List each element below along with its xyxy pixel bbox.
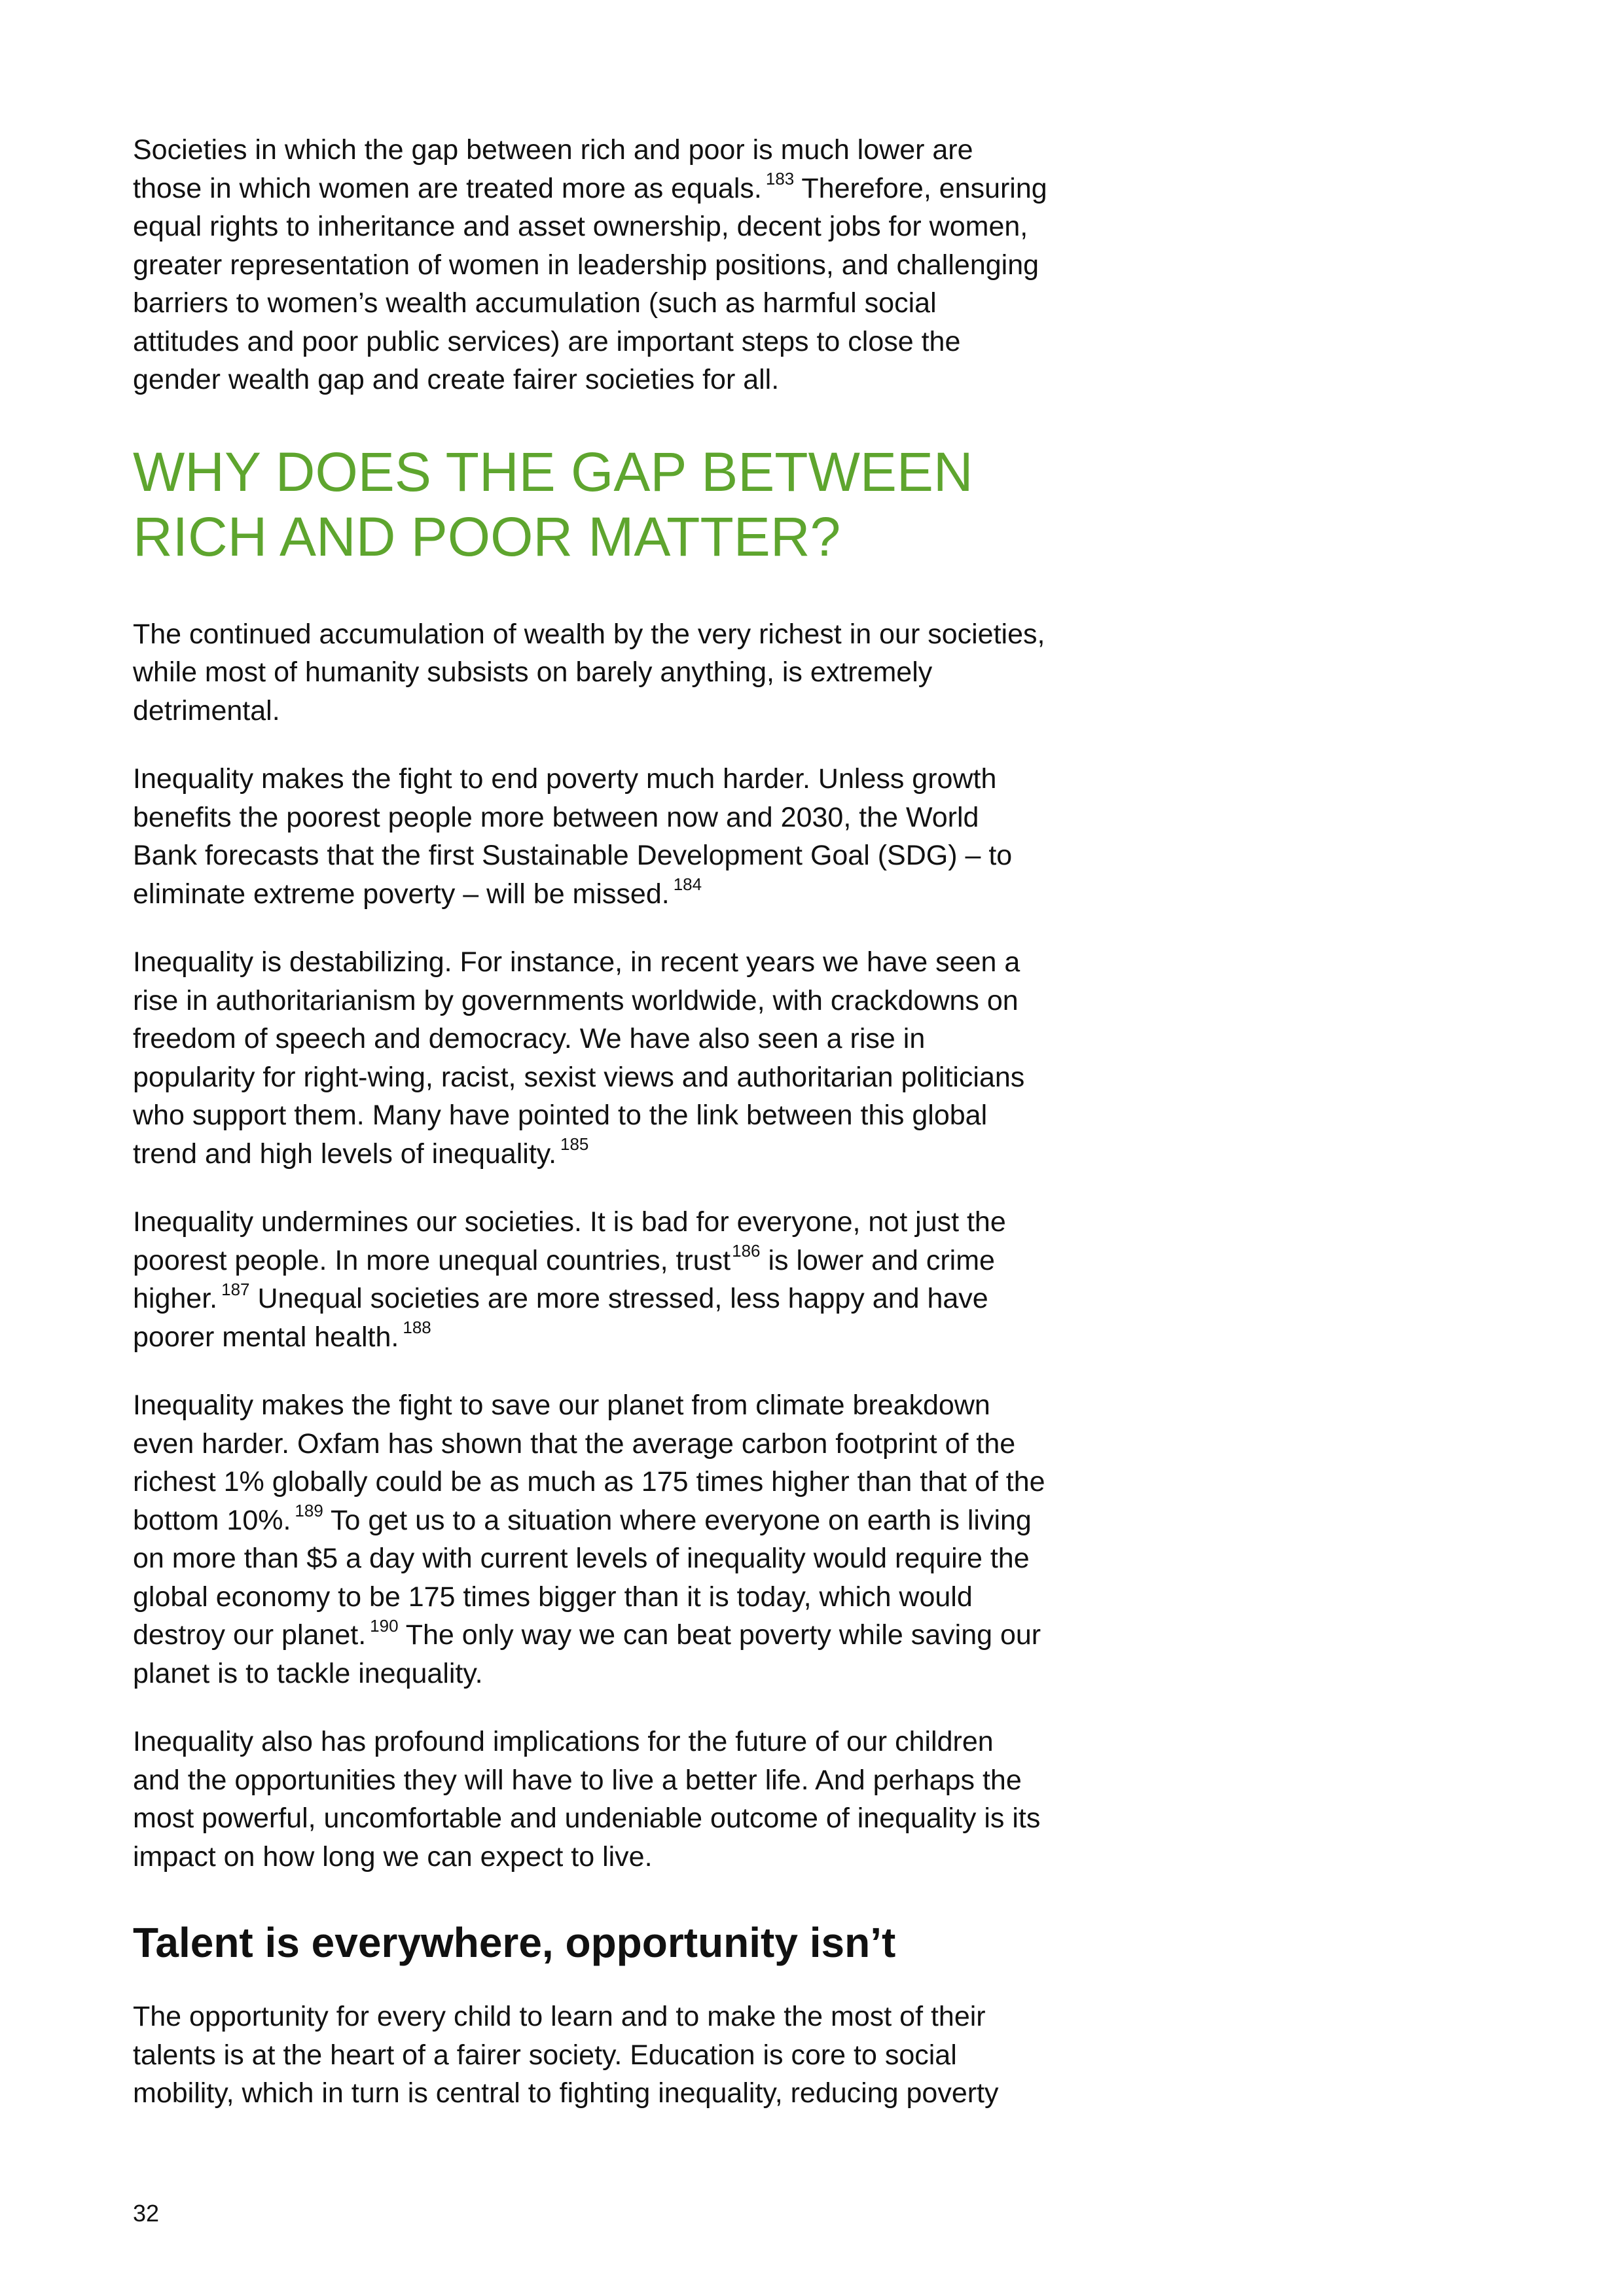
- text-segment: Unequal societies are more stressed, less happy and have: [249, 1283, 988, 1314]
- text-line: The continued accumulation of wealth by the very richest in our societies,: [133, 618, 1045, 650]
- text-line: mobility, which in turn is central to fighting inequality, reducing poverty: [133, 2077, 999, 2109]
- footnote-ref-183: 183: [765, 169, 795, 189]
- paragraph-poverty: [133, 760, 1141, 913]
- text-segment: destroy our planet.: [133, 1619, 367, 1651]
- text-line: [133, 1135, 1141, 1174]
- document-page: [133, 131, 1141, 2143]
- text-line: most powerful, uncomfortable and undeniable outcome of inequality is its: [133, 1803, 1041, 1834]
- paragraph-destabilizing: [133, 943, 1141, 1173]
- text-line: rise in authoritarianism by governments worldwide, with crackdowns on: [133, 984, 1019, 1016]
- text-segment: trend and high levels of inequality.: [133, 1138, 557, 1170]
- text-line: greater representation of women in leadership positions, and challenging: [133, 249, 1039, 281]
- text-line: barriers to women’s wealth accumulation (such as harmful social: [133, 287, 937, 319]
- paragraph-climate: [133, 1386, 1141, 1693]
- text-segment: To get us to a situation where everyone on earth is living: [323, 1504, 1032, 1536]
- paragraph-children: [133, 1723, 1141, 1876]
- text-line: [133, 1501, 1141, 1540]
- text-line: [133, 875, 1141, 914]
- text-line: Inequality makes the fight to end poverty much harder. Unless growth: [133, 763, 997, 795]
- text-segment: those in which women are treated more as equals.: [133, 172, 762, 204]
- text-line: gender wealth gap and create fairer societies for all.: [133, 364, 780, 395]
- text-line: [133, 1318, 1141, 1357]
- text-line: Bank forecasts that the first Sustainable Development Goal (SDG) – to: [133, 840, 1013, 871]
- subsection-heading: Talent is everywhere, opportunity isn’t: [133, 1919, 896, 1966]
- footnote-ref-187: 187: [221, 1279, 250, 1299]
- text-line: Inequality makes the fight to save our planet from climate breakdown: [133, 1390, 990, 1421]
- text-line: [133, 1616, 1141, 1655]
- heading-line: RICH AND POOR MATTER?: [133, 505, 841, 567]
- text-line: global economy to be 175 times bigger than it is today, which would: [133, 1581, 973, 1613]
- text-line: benefits the poorest people more between now and 2030, the World: [133, 801, 979, 833]
- footnote-ref-185: 185: [560, 1134, 589, 1155]
- footnote-ref-188: 188: [403, 1318, 431, 1338]
- text-line: and the opportunities they will have to live a better life. And perhaps the: [133, 1764, 1022, 1796]
- text-segment: higher.: [133, 1283, 218, 1314]
- footnote-ref-190: 190: [370, 1615, 399, 1636]
- text-line: Inequality undermines our societies. It is bad for everyone, not just the: [133, 1206, 1006, 1238]
- text-segment: Therefore, ensuring: [794, 172, 1047, 204]
- paragraph-gender-wealth-gap: [133, 131, 1141, 399]
- text-line: equal rights to inheritance and asset ownership, decent jobs for women,: [133, 211, 1028, 242]
- footnote-ref-184: 184: [673, 874, 702, 895]
- text-line: [133, 1242, 1141, 1280]
- text-line: while most of humanity subsists on barely anything, is extremely: [133, 656, 933, 688]
- heading-line: WHY DOES THE GAP BETWEEN: [133, 440, 973, 503]
- page-number: 32: [133, 2200, 160, 2227]
- text-line: planet is to tackle inequality.: [133, 1657, 483, 1689]
- text-line: Inequality is destabilizing. For instance, in recent years we have seen a: [133, 946, 1020, 978]
- text-segment: poorer mental health.: [133, 1321, 399, 1353]
- text-line: who support them. Many have pointed to the link between this global: [133, 1100, 988, 1131]
- text-line: The opportunity for every child to learn and to make the most of their: [133, 2001, 986, 2032]
- text-line: [133, 1280, 1141, 1318]
- text-line: Societies in which the gap between rich and poor is much lower are: [133, 134, 973, 166]
- text-line: detrimental.: [133, 694, 280, 726]
- text-line: richest 1% globally could be as much as 175 times higher than that of the: [133, 1466, 1045, 1498]
- text-line: attitudes and poor public services) are important steps to close the: [133, 325, 961, 357]
- footnote-ref-186: 186: [732, 1241, 761, 1261]
- paragraph-societies: [133, 1203, 1141, 1356]
- paragraph-accumulation: [133, 615, 1141, 730]
- text-segment: poorest people. In more unequal countries, trust: [133, 1244, 731, 1276]
- text-line: freedom of speech and democracy. We have also seen a rise in: [133, 1023, 926, 1054]
- text-segment: bottom 10%.: [133, 1504, 291, 1536]
- text-segment: eliminate extreme poverty – will be missed.: [133, 878, 670, 910]
- text-line: on more than $5 a day with current levels of inequality would require the: [133, 1543, 1030, 1574]
- text-line: even harder. Oxfam has shown that the average carbon footprint of the: [133, 1427, 1016, 1460]
- text-segment: The only way we can beat poverty while saving our: [398, 1619, 1041, 1651]
- section-heading: [133, 440, 1141, 569]
- text-line: popularity for right-wing, racist, sexist views and authoritarian politicians: [133, 1061, 1025, 1093]
- footnote-ref-189: 189: [295, 1501, 323, 1521]
- text-line: [133, 170, 1141, 208]
- text-segment: is lower and crime: [760, 1244, 995, 1276]
- text-line: impact on how long we can expect to live.: [133, 1840, 653, 1873]
- text-line: talents is at the heart of a fairer society. Education is core to social: [133, 2039, 957, 2071]
- paragraph-education: [133, 1998, 1141, 2113]
- text-line: Inequality also has profound implications for the future of our children: [133, 1726, 994, 1757]
